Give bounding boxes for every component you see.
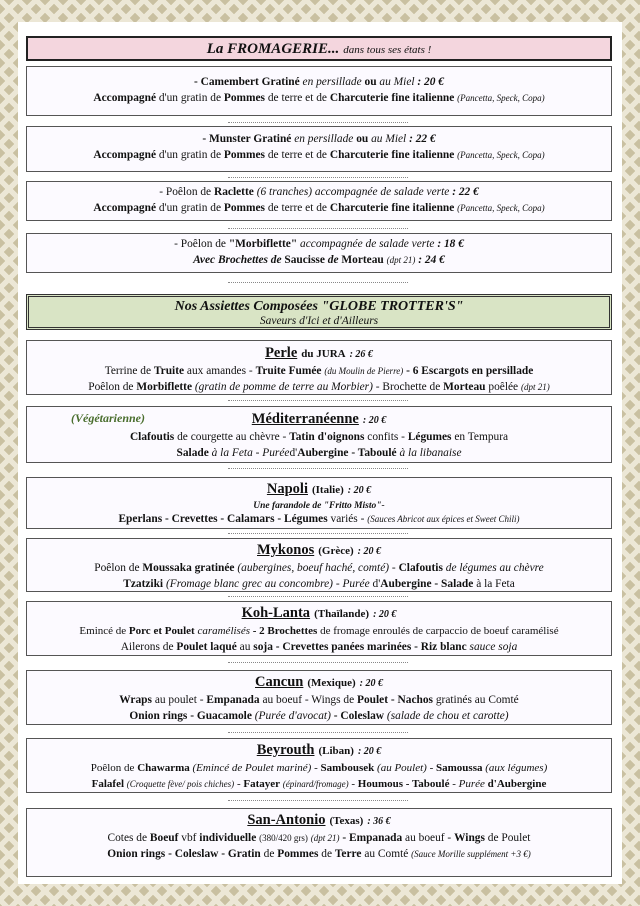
- dish-text: Charcuterie fine italienne: [329, 201, 455, 214]
- dish-text: - Empanada: [342, 832, 403, 844]
- dish-text: Avec Brochettes de: [193, 253, 282, 266]
- dish-text: Accompagné: [93, 91, 156, 104]
- dish-text: Wings: [454, 832, 485, 844]
- plate-title: Beyrouth: [256, 742, 315, 758]
- dish-text: Pommes: [223, 91, 265, 104]
- dish-detail: (Sauce Morille supplément +3 €): [411, 848, 531, 859]
- dish-text: marinées - Riz blanc: [367, 640, 467, 653]
- dish-detail: à la Feta: [211, 446, 253, 459]
- divider: [228, 800, 408, 801]
- dish-detail: (gratin de pomme de terre au Morbier): [194, 380, 373, 393]
- fromagerie-item-2: [26, 126, 612, 172]
- dish-text: Salade: [176, 446, 209, 459]
- dish-text: -: [391, 562, 396, 574]
- dish-text: d'un gratin de: [158, 91, 222, 104]
- dish-text: Empanada: [206, 694, 260, 706]
- dish-name: Saucisse: [284, 253, 325, 266]
- dish-text: Poulet: [357, 694, 389, 706]
- dish-name: Raclette: [213, 186, 254, 198]
- dish-text: à la Feta: [476, 577, 515, 590]
- dish-price: : 18 €: [437, 238, 464, 250]
- divider: [228, 282, 408, 283]
- dish-price: : 24 €: [418, 253, 445, 266]
- dish-text: d'un gratin de: [158, 148, 222, 161]
- dish-text: au: [239, 640, 251, 653]
- dish-text: au boeuf - Wings de: [262, 694, 355, 706]
- dish-detail: (salade de chou et carotte): [386, 709, 509, 722]
- dish-text: gratinés au Comté: [435, 694, 519, 706]
- dish-text: Cotes de: [107, 832, 148, 844]
- dish-text: Poulet laqué: [176, 640, 237, 653]
- plate-region: (Grèce): [318, 545, 354, 557]
- dish-text: Truite: [153, 365, 185, 377]
- plate-region: (Texas): [329, 815, 364, 827]
- assiettes-title: Nos Assiettes Composées "GLOBE TROTTER'S": [174, 299, 464, 314]
- dish-text: d': [372, 577, 381, 590]
- dish-text: rings - Guacamole: [162, 709, 252, 722]
- dish-detail: en persillade: [294, 133, 354, 145]
- dish-text: - 6 Escargots en persillade: [406, 365, 534, 377]
- dish-text: poêlée: [488, 380, 519, 393]
- dish-text: de Poulet: [487, 832, 531, 844]
- dish-text: Onion: [107, 847, 138, 860]
- dish-text: Terre: [334, 847, 362, 860]
- divider: [228, 228, 408, 229]
- plate-title: Mykonos: [257, 542, 315, 558]
- dish-text: de terre et de: [267, 201, 327, 214]
- dish-text: d'un gratin de: [158, 201, 222, 214]
- dish-text: au poulet -: [154, 694, 204, 706]
- plate-san-antonio: [26, 808, 612, 877]
- dish-text: Clafoutis: [398, 562, 443, 574]
- fromagerie-header: [26, 36, 612, 61]
- divider: [228, 662, 408, 663]
- dish-detail: à la libanaise: [399, 446, 462, 459]
- dish-detail: au Miel: [379, 76, 415, 88]
- dish-text: Morbiflette: [136, 380, 193, 393]
- fromagerie-item-4: [26, 233, 612, 273]
- dish-text: aux amandes -: [186, 365, 253, 377]
- dish-text: Porc: [128, 625, 151, 637]
- dish-name: Morteau: [341, 253, 384, 266]
- plate-cancun: [26, 670, 612, 725]
- fromagerie-subtitle: dans tous ses états !: [343, 44, 432, 56]
- dish-text: et: [153, 625, 162, 637]
- dish-text: - Salade: [434, 577, 474, 590]
- dish-detail: (Emincé de Poulet mariné): [192, 762, 312, 774]
- vegetarian-label: (Végétarienne): [71, 411, 145, 425]
- dish-detail: - Purée: [255, 446, 290, 459]
- plate-region: (Mexique): [307, 677, 356, 689]
- divider: [228, 533, 408, 534]
- dish-text: en Tempura: [454, 431, 509, 443]
- dish-text: Ailerons de: [120, 640, 174, 653]
- dish-detail: au Miel: [371, 133, 407, 145]
- plate-region: du JURA: [301, 348, 346, 360]
- dish-text: Chawarma: [137, 762, 190, 774]
- fromagerie-item-3: [26, 181, 612, 221]
- dish-text: -: [429, 762, 434, 774]
- dish-detail: (aux légumes): [485, 762, 548, 774]
- dish-text: -: [236, 777, 241, 790]
- dish-text: Emincé de: [79, 625, 127, 637]
- dish-text: Aubergine: [380, 577, 432, 590]
- plate-price: : 36 €: [367, 816, 391, 827]
- dish-text: de: [327, 253, 339, 266]
- plate-subtitle: Une farandole de "Fritto Misto"-: [253, 501, 385, 511]
- plate-price: : 26 €: [349, 349, 373, 360]
- dish-text: ou: [356, 133, 369, 145]
- dish-detail: (aubergines, boeuf haché, comté): [237, 562, 390, 574]
- dish-text: Terrine de: [104, 365, 152, 377]
- dish-text: d'Aubergine: [487, 777, 547, 790]
- dish-text: Pommes: [223, 201, 265, 214]
- dish-detail: (Croquette fève/ pois chiches): [126, 778, 235, 789]
- dish-text: Morteau: [443, 380, 486, 393]
- dish-detail: (Pancetta, Speck, Copa): [457, 202, 545, 213]
- dish-text: Poulet: [164, 625, 195, 637]
- assiettes-header: [26, 294, 612, 330]
- dish-text: de terre et de: [267, 148, 327, 161]
- menu-page: [18, 22, 622, 884]
- dish-name: "Morbiflette": [228, 238, 298, 250]
- dish-text: confits -: [367, 431, 405, 443]
- dish-text: Onion: [129, 709, 160, 722]
- plate-title: Cancun: [255, 674, 304, 690]
- dish-detail: caramélisés: [197, 625, 250, 637]
- dish-detail: (Pancetta, Speck, Copa): [457, 149, 545, 160]
- dish-text: Poêlon de: [94, 562, 140, 574]
- plate-title: Perle: [265, 345, 298, 361]
- dish-text: de: [263, 847, 275, 860]
- dish-text: variés -: [330, 513, 365, 525]
- plate-mediterraneenne: [26, 406, 612, 463]
- dish-detail: (Sauces Abricot aux épices et Sweet Chili): [367, 514, 520, 524]
- divider: [228, 177, 408, 178]
- dish-text: Wraps: [119, 694, 152, 706]
- dish-text: Pommes: [223, 148, 265, 161]
- dish-text: Poêlon de: [88, 380, 134, 393]
- plate-perle: [26, 340, 612, 395]
- dish-name: - Munster Gratiné: [202, 133, 292, 145]
- dish-text: - 2 Brochettes: [252, 625, 318, 637]
- dish-text: Pommes: [277, 847, 319, 860]
- dish-detail: (380/420 grs): [259, 833, 308, 843]
- plate-title: Napoli: [266, 481, 308, 497]
- dish-text: Tatin d'oignons: [289, 431, 365, 443]
- dish-text: Charcuterie fine italienne: [329, 148, 455, 161]
- plate-region: (Italie): [311, 484, 344, 496]
- dish-detail: en persillade: [302, 76, 362, 88]
- dish-detail: (dpt 21): [520, 381, 550, 392]
- dish-detail: (du Moulin de Pierre): [324, 366, 404, 376]
- plate-price: : 20 €: [347, 485, 372, 496]
- dish-text: - Poêlon de: [174, 238, 226, 250]
- dish-detail: accompagnée de salade verte: [314, 186, 450, 198]
- dish-text: Houmous - Taboulé: [357, 777, 450, 790]
- dish-text: - Crevettes panées: [275, 640, 365, 653]
- fromagerie-item-1: [26, 66, 612, 116]
- plate-koh-lanta: [26, 601, 612, 656]
- dish-text: Falafel: [91, 777, 125, 790]
- dish-text: individuelle: [199, 832, 257, 844]
- dish-text: Accompagné: [93, 148, 156, 161]
- plate-beyrouth: [26, 738, 612, 793]
- dish-price: : 22 €: [452, 186, 479, 198]
- dish-text: ou: [364, 76, 377, 88]
- dish-text: - Coleslaw: [333, 709, 385, 722]
- plate-price: : 20 €: [357, 746, 382, 757]
- dish-text: Poêlon de: [90, 762, 135, 774]
- dish-text: - Nachos: [390, 694, 433, 706]
- plate-price: : 20 €: [357, 546, 381, 557]
- dish-detail: sauce soja: [469, 640, 518, 653]
- dish-text: Clafoutis: [129, 431, 175, 443]
- dish-text: - Taboulé: [351, 446, 397, 459]
- dish-detail: (Purée d'avocat): [254, 709, 331, 722]
- dish-detail: (épinard/fromage): [282, 778, 349, 789]
- dish-detail: (dpt 21): [386, 254, 416, 265]
- dish-text: Charcuterie fine italienne: [329, 91, 455, 104]
- dish-text: de courgette au chèvre -: [177, 431, 287, 443]
- plate-price: : 20 €: [362, 415, 387, 426]
- divider: [228, 468, 408, 469]
- dish-detail: - Purée: [335, 577, 370, 590]
- dish-detail: (Pancetta, Speck, Copa): [457, 92, 545, 103]
- fromagerie-title: La FROMAGERIE...: [206, 41, 340, 57]
- plate-region: (Thaïlande): [314, 608, 370, 620]
- dish-text: Truite Fumée: [255, 365, 322, 377]
- plate-title: San-Antonio: [247, 812, 326, 828]
- plate-mykonos: [26, 538, 612, 592]
- dish-detail: (au Poulet): [377, 762, 427, 774]
- plate-price: : 20 €: [359, 678, 383, 689]
- dish-name: - Camembert Gratiné: [194, 76, 300, 88]
- dish-detail: de légumes au chèvre: [445, 562, 544, 574]
- dish-text: de: [321, 847, 333, 860]
- plate-napoli: [26, 477, 612, 529]
- dish-text: -: [314, 762, 318, 774]
- dish-text: de terre et de: [267, 91, 327, 104]
- dish-detail: (6 tranches): [256, 186, 313, 198]
- plate-price: : 20 €: [373, 609, 397, 620]
- dish-detail: (dpt 21): [310, 833, 340, 843]
- dish-text: vbf: [181, 832, 197, 844]
- plate-region: (Liban): [318, 745, 354, 757]
- dish-text: Moussaka gratinée: [142, 562, 235, 574]
- divider: [228, 122, 408, 123]
- dish-price: : 22 €: [409, 133, 436, 145]
- dish-text: au boeuf -: [405, 832, 452, 844]
- dish-price: : 20 €: [417, 76, 444, 88]
- plate-title: Koh-Lanta: [241, 605, 311, 621]
- dish-text: Tzatziki: [123, 577, 164, 590]
- assiettes-subtitle: Saveurs d'Ici et d'Ailleurs: [259, 315, 379, 327]
- dish-text: Samoussa: [436, 762, 483, 774]
- dish-text: Aubergine: [297, 446, 349, 459]
- dish-text: Boeuf: [149, 832, 179, 844]
- dish-text: - Brochette de: [375, 380, 441, 393]
- dish-text: - Poêlon de: [159, 186, 212, 198]
- dish-detail: - Purée: [452, 777, 485, 790]
- divider: [228, 400, 408, 401]
- dish-text: Fatayer: [243, 777, 281, 790]
- dish-text: Eperlans - Crevettes - Calamars - Légumes: [118, 513, 328, 525]
- dish-text: Accompagné: [93, 201, 156, 214]
- dish-text: d': [289, 446, 298, 459]
- dish-text: de fromage enroulés de carpaccio de boeuf caramélisé: [320, 625, 559, 637]
- divider: [228, 732, 408, 733]
- plate-title: Méditerranéenne: [251, 411, 359, 427]
- dish-text: Légumes: [407, 431, 452, 443]
- dish-text: rings - Coleslaw - Gratin: [140, 847, 261, 860]
- dish-detail: accompagnée de salade verte: [300, 238, 435, 250]
- dish-text: -: [351, 777, 356, 790]
- dish-text: soja: [253, 640, 273, 653]
- dish-text: Sambousek: [320, 762, 375, 774]
- dish-text: au Comté: [364, 847, 409, 860]
- divider: [228, 596, 408, 597]
- dish-detail: (Fromage blanc grec au concombre): [165, 577, 333, 590]
